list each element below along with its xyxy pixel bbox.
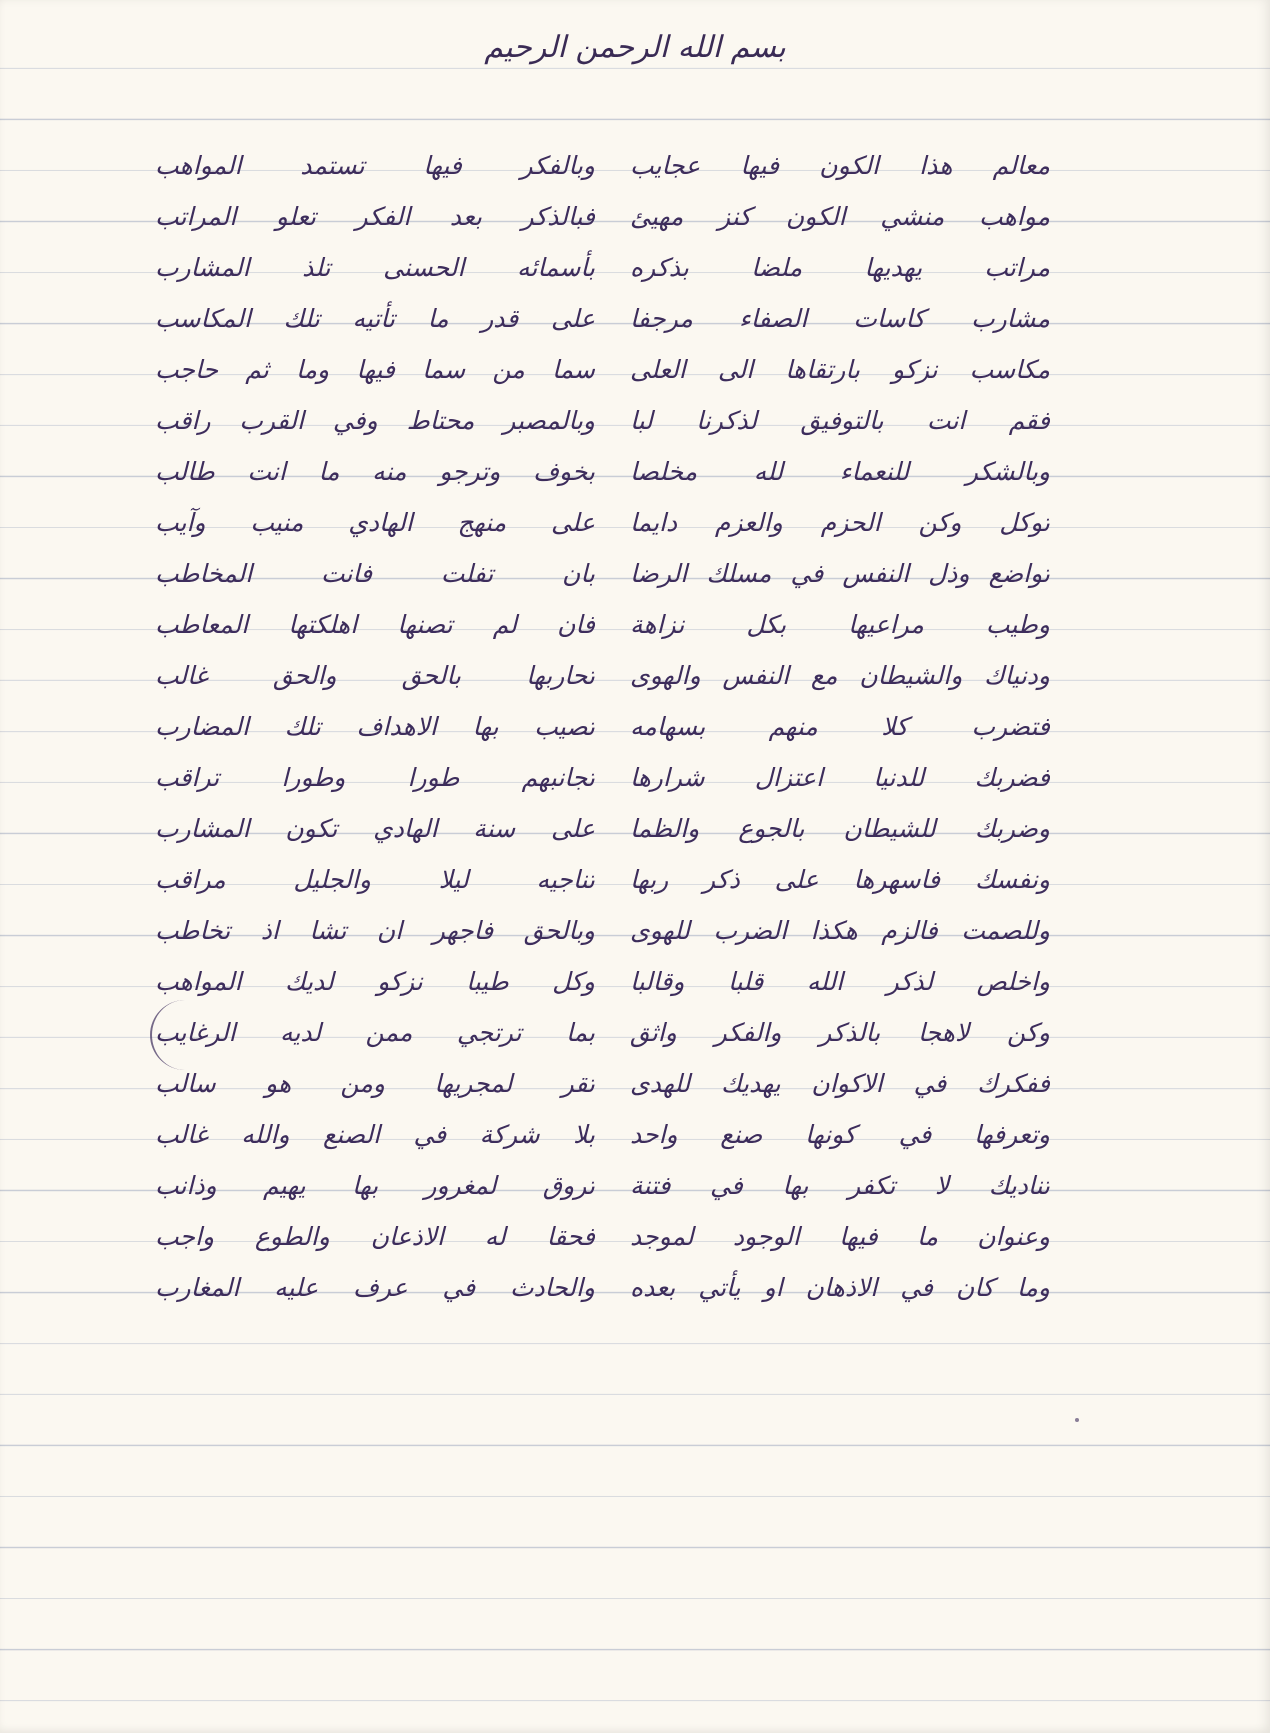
verse-line: ونفسك فاسهرها على ذكر ربها: [630, 865, 1050, 894]
verse-line: تواضع وذل النفس في مسلك الرضا: [630, 559, 1050, 588]
verse-line: فحقا له الاذعان والطوع واجب: [155, 1222, 595, 1251]
poem-left-column: [155, 140, 595, 1313]
verse-line: معالم هذا الكون فيها عجايب: [630, 151, 1050, 180]
verse-line: فتضرب كلا منهم بسهامه: [630, 712, 1050, 741]
verse-line: تناديك لا تكفر بها في فتنة: [630, 1171, 1050, 1200]
verse-line: فقم انت بالتوفيق لذكرنا لبا: [630, 406, 1050, 435]
verse-line: فبالذكر بعد الفكر تعلو المراتب: [155, 202, 595, 231]
verse-line: وللصمت فالزم هكذا الضرب للهوى: [630, 916, 1050, 945]
verse-line: مواهب منشي الكون كنز مهيئ: [630, 202, 1050, 231]
verse-line: تصيب بها الاهداف تلك المضارب: [155, 712, 595, 741]
verse-line: وعنوان ما فيها الوجود لموجد: [630, 1222, 1050, 1251]
verse-line: سما من سما فيها وما ثم حاجب: [155, 355, 595, 384]
verse-line: مراتب يهديها ملضا بذكره: [630, 253, 1050, 282]
verse-line: وطيب مراعيها بكل نزاهة: [630, 610, 1050, 639]
verse-line: وضربك للشيطان بالجوع والظما: [630, 814, 1050, 843]
verse-line: على قدر ما تأتيه تلك المكاسب: [155, 304, 595, 333]
verse-line: بما ترتجي ممن لديه الرغايب: [155, 1018, 595, 1047]
verse-line: وما كان في الاذهان او يأتي بعده: [630, 1273, 1050, 1302]
verse-line: تحاربها بالحق والحق غالب: [155, 661, 595, 690]
verse-line: والحادث في عرف عليه المغارب: [155, 1273, 595, 1302]
verse-line: بلا شركة في الصنع والله غالب: [155, 1120, 595, 1149]
verse-line: وكن لاهجا بالذكر والفكر واثق: [630, 1018, 1050, 1047]
verse-line: وبالحق فاجهر ان تشا اذ تخاطب: [155, 916, 595, 945]
verse-line: ففكرك في الاكوان يهديك للهدى: [630, 1069, 1050, 1098]
verse-line: واخلص لذكر الله قلبا وقالبا: [630, 967, 1050, 996]
verse-line: وكل طيبا نزكو لديك المواهب: [155, 967, 595, 996]
verse-line: وبالشكر للنعماء لله مخلصا: [630, 457, 1050, 486]
verse-line: تروق لمغرور بها يهيم وذانب: [155, 1171, 595, 1200]
ink-speck: [1075, 1418, 1079, 1422]
verse-line: على سنة الهادي تكون المشارب: [155, 814, 595, 843]
verse-line: بان تفلت فانت المخاطب: [155, 559, 595, 588]
verse-line: تجانبهم طورا وطورا تراقب: [155, 763, 595, 792]
page-heading: بسم الله الرحمن الرحيم: [484, 30, 786, 65]
verse-line: فان لم تصنها اهلكتها المعاطب: [155, 610, 595, 639]
verse-line: فضربك للدنيا اعتزال شرارها: [630, 763, 1050, 792]
verse-line: ودنياك والشيطان مع النفس والهوى: [630, 661, 1050, 690]
verse-line: تناجيه ليلا والجليل مراقب: [155, 865, 595, 894]
verse-line: تقر لمجريها ومن هو سالب: [155, 1069, 595, 1098]
verse-line: على منهج الهادي منيب وآيب: [155, 508, 595, 537]
verse-line: مشارب كاسات الصفاء مرجفا: [630, 304, 1050, 333]
verse-line: توكل وكن الحزم والعزم دايما: [630, 508, 1050, 537]
verse-line: وبالمصبر محتاط وفي القرب راقب: [155, 406, 595, 435]
poem-right-column: [630, 140, 1050, 1313]
verse-line: وتعرفها في كونها صنع واحد: [630, 1120, 1050, 1149]
verse-line: وبالفكر فيها تستمد المواهب: [155, 151, 595, 180]
verse-line: مكاسب نزكو بارتقاها الى العلى: [630, 355, 1050, 384]
verse-line: بأسمائه الحسنى تلذ المشارب: [155, 253, 595, 282]
verse-line: بخوف وترجو منه ما انت طالب: [155, 457, 595, 486]
